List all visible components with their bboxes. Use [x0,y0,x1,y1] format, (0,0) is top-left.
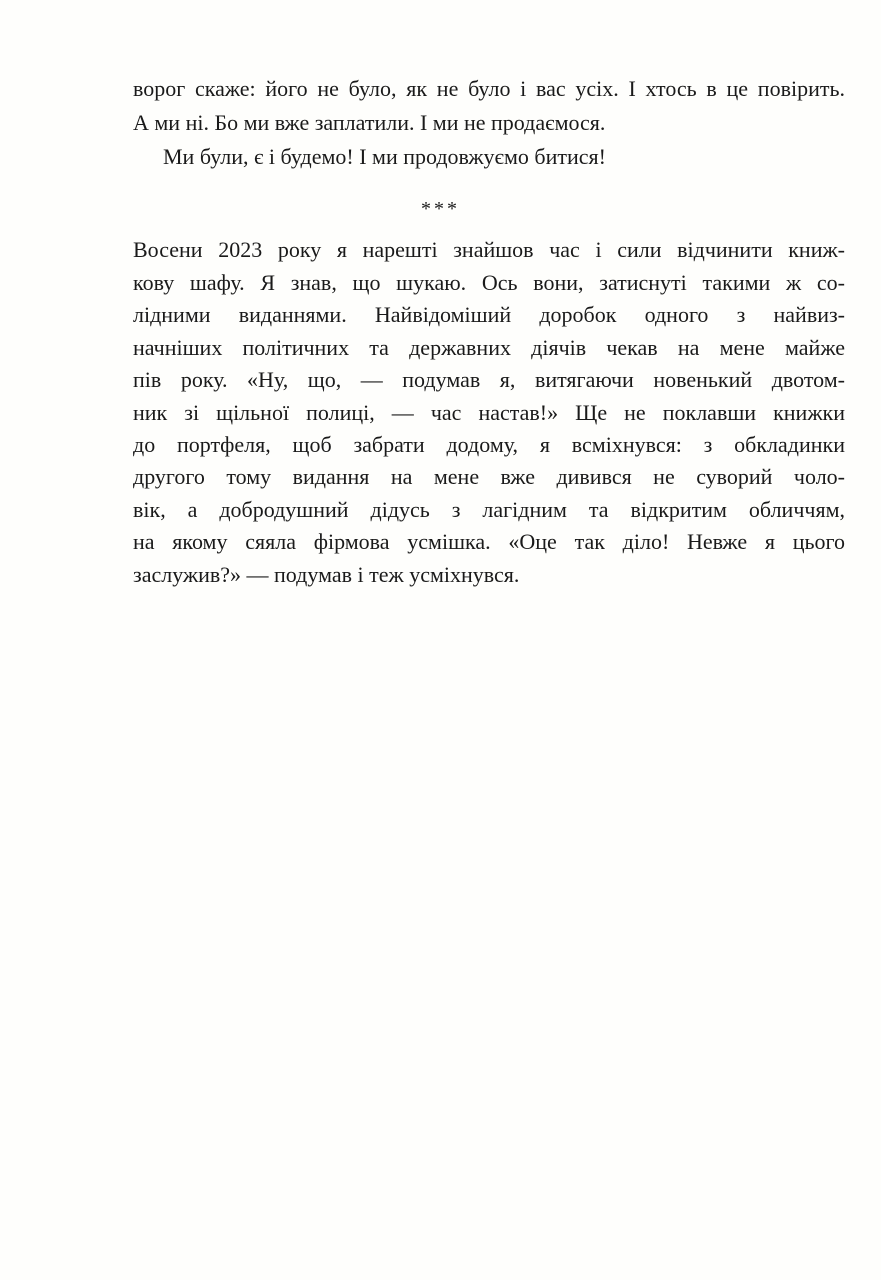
text-line: другого тому видання на мене вже дивився не суворий чоло- [133,464,845,489]
text-line: начніших політичних та державних діячів чекав на мене майже [133,335,845,360]
text-line: до портфеля, щоб забрати додому, я всміхнувся: з обкладинки [133,432,845,457]
text-line: лідними виданнями. Найвідоміший доробок одного з найвиз- [133,302,845,327]
text-line: заслужив?» — подумав і теж усміхнувся. [133,562,520,587]
text-line: вік, а добродушний дідусь з лагідним та відкритим обличчям, [133,497,845,522]
text-line: А ми ні. Бо ми вже заплатили. І ми не продаємося. [133,110,606,135]
paragraph-line: Ми були, є і будемо! І ми продовжуємо битися! [163,144,606,169]
text-line: ник зі щільної полиці, — час настав!» Ще не поклавши книжки [133,400,845,425]
text-line: ворог скаже: його не було, як не було і вас усіх. І хтось в це повірить. [133,76,845,101]
text-line: пів року. «Ну, що, — подумав я, витягаючи новенький двотом- [133,367,845,392]
text-line: кову шафу. Я знав, що шукаю. Ось вони, затиснуті такими ж со- [133,270,845,295]
text-line: на якому сяяла фірмова усмішка. «Оце так діло! Невже я цього [133,529,845,554]
text-line: Восени 2023 року я нарешті знайшов час і сили відчинити книж- [133,237,845,262]
section-separator: *** [421,198,460,220]
